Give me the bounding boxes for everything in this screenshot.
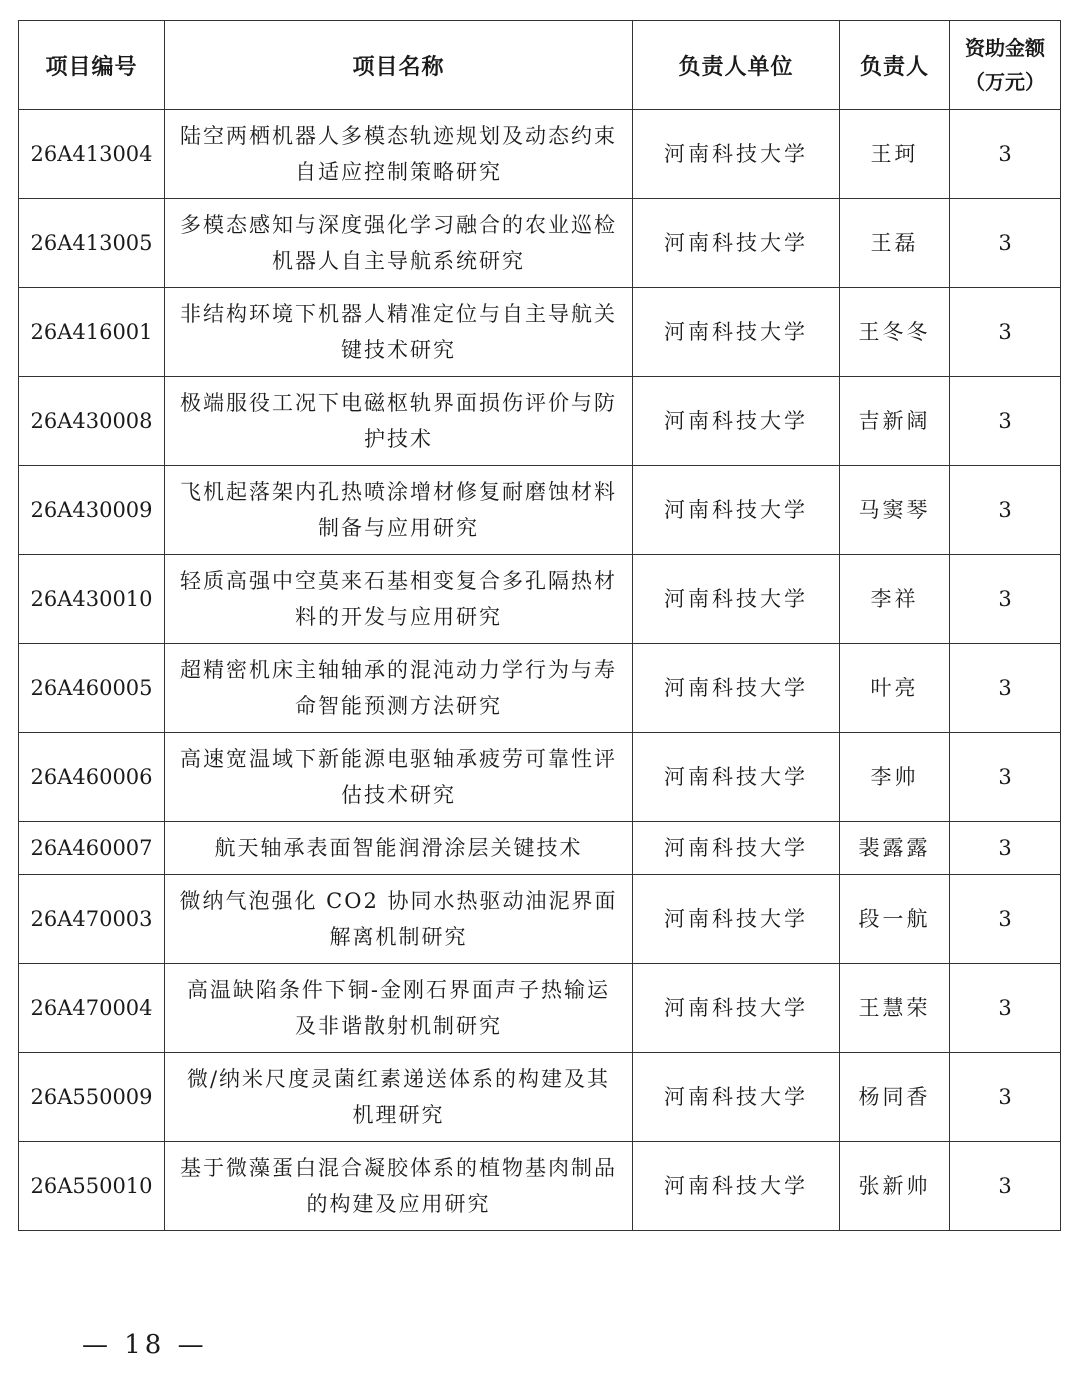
cell-project-code: 26A460005	[19, 644, 165, 733]
cell-project-name: 高速宽温域下新能源电驱轴承疲劳可靠性评估技术研究	[165, 733, 633, 822]
cell-funding-amount: 3	[950, 199, 1061, 288]
cell-funding-amount: 3	[950, 644, 1061, 733]
table-row	[19, 964, 1061, 1053]
cell-project-name: 超精密机床主轴轴承的混沌动力学行为与寿命智能预测方法研究	[165, 644, 633, 733]
cell-funding-amount: 3	[950, 377, 1061, 466]
cell-funding-amount: 3	[950, 822, 1061, 875]
cell-funding-amount: 3	[950, 875, 1061, 964]
cell-responsible-person: 王慧荣	[840, 964, 950, 1053]
funding-table-container	[18, 20, 1060, 1231]
header-responsible-person: 负责人	[840, 21, 950, 110]
cell-funding-amount: 3	[950, 555, 1061, 644]
table-row	[19, 733, 1061, 822]
page-number: — 18 —	[82, 1330, 208, 1360]
header-responsible-unit: 负责人单位	[633, 21, 840, 110]
cell-project-code: 26A416001	[19, 288, 165, 377]
header-funding-amount-line1: 资助金额	[965, 36, 1045, 60]
header-funding-amount-line2: （万元）	[965, 70, 1045, 94]
cell-project-name: 高温缺陷条件下铜-金刚石界面声子热输运及非谐散射机制研究	[165, 964, 633, 1053]
cell-funding-amount: 3	[950, 1142, 1061, 1231]
cell-project-code: 26A430009	[19, 466, 165, 555]
table-row	[19, 110, 1061, 199]
cell-responsible-unit: 河南科技大学	[633, 199, 840, 288]
cell-responsible-unit: 河南科技大学	[633, 1053, 840, 1142]
cell-project-code: 26A550010	[19, 1142, 165, 1231]
cell-project-name: 陆空两栖机器人多模态轨迹规划及动态约束自适应控制策略研究	[165, 110, 633, 199]
cell-responsible-person: 吉新阔	[840, 377, 950, 466]
cell-project-code: 26A430008	[19, 377, 165, 466]
cell-responsible-person: 王冬冬	[840, 288, 950, 377]
table-row	[19, 199, 1061, 288]
cell-responsible-unit: 河南科技大学	[633, 875, 840, 964]
cell-responsible-unit: 河南科技大学	[633, 288, 840, 377]
table-row	[19, 644, 1061, 733]
cell-responsible-person: 马窦琴	[840, 466, 950, 555]
cell-funding-amount: 3	[950, 466, 1061, 555]
cell-project-name: 微纳气泡强化 CO2 协同水热驱动油泥界面解离机制研究	[165, 875, 633, 964]
cell-responsible-person: 王珂	[840, 110, 950, 199]
table-row	[19, 555, 1061, 644]
cell-responsible-person: 杨同香	[840, 1053, 950, 1142]
table-row	[19, 875, 1061, 964]
cell-project-code: 26A470003	[19, 875, 165, 964]
cell-project-name: 非结构环境下机器人精准定位与自主导航关键技术研究	[165, 288, 633, 377]
cell-project-name: 微/纳米尺度灵菌红素递送体系的构建及其机理研究	[165, 1053, 633, 1142]
cell-responsible-unit: 河南科技大学	[633, 822, 840, 875]
cell-project-code: 26A430010	[19, 555, 165, 644]
cell-project-name: 飞机起落架内孔热喷涂增材修复耐磨蚀材料制备与应用研究	[165, 466, 633, 555]
cell-project-code: 26A413004	[19, 110, 165, 199]
cell-responsible-unit: 河南科技大学	[633, 964, 840, 1053]
cell-project-code: 26A460007	[19, 822, 165, 875]
table-header-row	[19, 21, 1061, 110]
cell-project-code: 26A460006	[19, 733, 165, 822]
cell-responsible-unit: 河南科技大学	[633, 110, 840, 199]
cell-project-code: 26A550009	[19, 1053, 165, 1142]
cell-funding-amount: 3	[950, 964, 1061, 1053]
table-row	[19, 822, 1061, 875]
cell-project-name: 多模态感知与深度强化学习融合的农业巡检机器人自主导航系统研究	[165, 199, 633, 288]
cell-funding-amount: 3	[950, 1053, 1061, 1142]
table-row	[19, 288, 1061, 377]
cell-funding-amount: 3	[950, 288, 1061, 377]
cell-responsible-person: 张新帅	[840, 1142, 950, 1231]
cell-responsible-person: 段一航	[840, 875, 950, 964]
cell-project-name: 航天轴承表面智能润滑涂层关键技术	[165, 822, 633, 875]
table-row	[19, 466, 1061, 555]
cell-responsible-unit: 河南科技大学	[633, 466, 840, 555]
cell-project-code: 26A470004	[19, 964, 165, 1053]
cell-responsible-unit: 河南科技大学	[633, 733, 840, 822]
table-row	[19, 1142, 1061, 1231]
cell-responsible-person: 叶亮	[840, 644, 950, 733]
cell-project-name: 极端服役工况下电磁枢轨界面损伤评价与防护技术	[165, 377, 633, 466]
cell-responsible-person: 李帅	[840, 733, 950, 822]
cell-funding-amount: 3	[950, 733, 1061, 822]
table-row	[19, 1053, 1061, 1142]
cell-responsible-person: 李祥	[840, 555, 950, 644]
cell-responsible-unit: 河南科技大学	[633, 1142, 840, 1231]
cell-funding-amount: 3	[950, 110, 1061, 199]
cell-project-code: 26A413005	[19, 199, 165, 288]
cell-responsible-unit: 河南科技大学	[633, 377, 840, 466]
funding-table	[18, 20, 1061, 1231]
cell-responsible-unit: 河南科技大学	[633, 644, 840, 733]
header-project-name: 项目名称	[165, 21, 633, 110]
cell-project-name: 轻质高强中空莫来石基相变复合多孔隔热材料的开发与应用研究	[165, 555, 633, 644]
cell-responsible-person: 裴露露	[840, 822, 950, 875]
header-funding-amount	[950, 21, 1061, 110]
header-project-code: 项目编号	[19, 21, 165, 110]
cell-project-name: 基于微藻蛋白混合凝胶体系的植物基肉制品的构建及应用研究	[165, 1142, 633, 1231]
cell-responsible-unit: 河南科技大学	[633, 555, 840, 644]
table-row	[19, 377, 1061, 466]
cell-responsible-person: 王磊	[840, 199, 950, 288]
